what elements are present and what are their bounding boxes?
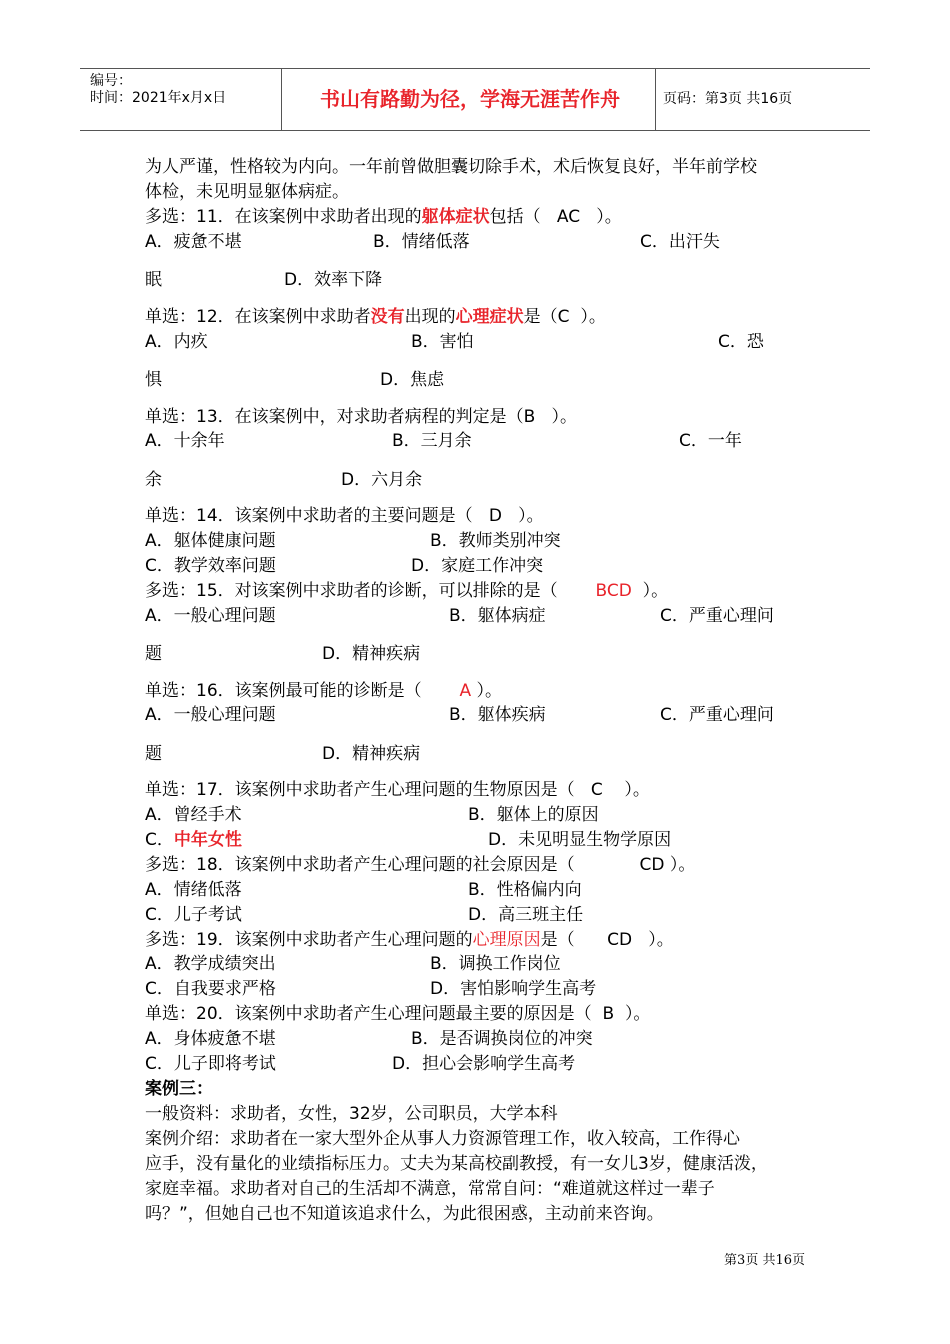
- option: A．内疚: [145, 332, 208, 352]
- case-general: 一般资料：求助者，女性，32岁，公司职员，大学本科: [145, 1104, 558, 1124]
- option: D．六月余: [341, 470, 423, 490]
- answer: D: [488, 506, 502, 526]
- time-label: 时间：2021年x月x日: [90, 90, 227, 106]
- answer: B: [523, 407, 536, 427]
- question-12: 单选：12．在该案例中求助者没有出现的心理症状是（C ）。: [145, 307, 606, 327]
- case-intro-line: 家庭幸福。求助者对自己的生活却不满意，常常自问：“难道就这样过一辈子: [145, 1179, 715, 1199]
- answer: C: [557, 307, 570, 327]
- option: C．教学效率问题: [145, 556, 276, 576]
- option: 惧: [145, 370, 162, 390]
- option: D．高三班主任: [468, 905, 584, 925]
- option: C．严重心理问: [660, 606, 774, 626]
- page-header: [80, 68, 870, 131]
- question-17: 单选：17．该案例中求助者产生心理问题的生物原因是（ C ）。: [145, 780, 650, 800]
- option: D．未见明显生物学原因: [488, 830, 672, 850]
- question-19: 多选：19．该案例中求助者产生心理问题的心理原因是（ CD ）。: [145, 930, 674, 950]
- answer: AC: [556, 207, 581, 227]
- question-11: 多选：11．在该案例中求助者出现的躯体症状包括（ AC ）。: [145, 207, 622, 227]
- option: 题: [145, 644, 162, 664]
- option: C．儿子考试: [145, 905, 242, 925]
- option: 题: [145, 744, 162, 764]
- option: B．情绪低落: [373, 232, 470, 252]
- intro-line: 为人严谨，性格较为内向。一年前曾做胆囊切除手术，术后恢复良好，半年前学校: [145, 157, 757, 177]
- option: D．精神疾病: [322, 744, 421, 764]
- question-14: 单选：14．该案例中求助者的主要问题是（ D ）。: [145, 506, 544, 526]
- header-divider: [655, 69, 656, 130]
- option: B．调换工作岗位: [430, 954, 561, 974]
- option: C．恐: [718, 332, 764, 352]
- option: B．躯体疾病: [449, 705, 546, 725]
- question-13: 单选：13．在该案例中，对求助者病程的判定是（B ）。: [145, 407, 578, 427]
- header-page-info: 页码：第3页 共16页: [663, 91, 793, 107]
- header-divider: [281, 69, 282, 130]
- header-motto: 书山有路勤为径，学海无涯苦作舟: [320, 87, 620, 111]
- option: C．儿子即将考试: [145, 1054, 276, 1074]
- option: C．出汗失: [640, 232, 720, 252]
- option: A．身体疲惫不堪: [145, 1029, 276, 1049]
- option: B．是否调换岗位的冲突: [411, 1029, 593, 1049]
- header-meta: [90, 73, 226, 107]
- page-footer: 第3页 共16页: [724, 1253, 805, 1268]
- question-18: 多选：18．该案例中求助者产生心理问题的社会原因是（ CD ）。: [145, 855, 696, 875]
- case-title: 案例三：: [145, 1079, 213, 1099]
- case-intro-line: 应手，没有量化的业绩指标压力。丈夫为某高校副教授，有一女儿3岁，健康活泼，: [145, 1154, 768, 1174]
- option: 余: [145, 470, 162, 490]
- answer: A: [459, 681, 472, 701]
- answer: BCD: [595, 581, 632, 601]
- option: A．曾经手术: [145, 805, 242, 825]
- option: D．担心会影响学生高考: [392, 1054, 576, 1074]
- option: A．一般心理问题: [145, 606, 276, 626]
- option: B．害怕: [411, 332, 474, 352]
- option: A．十余年: [145, 431, 225, 451]
- answer: CD: [639, 855, 665, 875]
- option: C．一年: [679, 431, 742, 451]
- option: A．教学成绩突出: [145, 954, 276, 974]
- option: B．三月余: [392, 431, 472, 451]
- answer: B: [602, 1004, 615, 1024]
- option: C．严重心理问: [660, 705, 774, 725]
- question-15: 多选：15．对该案例中求助者的诊断，可以排除的是（ BCD ）。: [145, 581, 669, 601]
- option: B．躯体病症: [449, 606, 546, 626]
- option: 眠: [145, 270, 162, 290]
- option: B．躯体上的原因: [468, 805, 599, 825]
- option: B．教师类别冲突: [430, 531, 561, 551]
- intro-line: 体检，未见明显躯体病症。: [145, 182, 349, 202]
- option: D．害怕影响学生高考: [430, 979, 597, 999]
- case-intro-line: 吗？”，但她自己也不知道该追求什么，为此很困惑，主动前来咨询。: [145, 1204, 664, 1224]
- option: D．家庭工作冲突: [411, 556, 544, 576]
- option: D．焦虑: [380, 370, 445, 390]
- number-label: 编号：: [90, 73, 132, 89]
- option: D．效率下降: [284, 270, 383, 290]
- option: B．性格偏内向: [468, 880, 582, 900]
- option: A．情绪低落: [145, 880, 242, 900]
- option: C．中年女性: [145, 830, 242, 850]
- answer: C: [590, 780, 603, 800]
- case-intro-line: 案例介绍：求助者在一家大型外企从事人力资源管理工作，收入较高，工作得心: [145, 1129, 740, 1149]
- option: A．一般心理问题: [145, 705, 276, 725]
- option: A．躯体健康问题: [145, 531, 276, 551]
- answer: CD: [607, 930, 633, 950]
- question-16: 单选：16．该案例最可能的诊断是（ A ）。: [145, 681, 503, 701]
- question-20: 单选：20．该案例中求助者产生心理问题最主要的原因是（ B ）。: [145, 1004, 651, 1024]
- option: C．自我要求严格: [145, 979, 276, 999]
- option: A．疲惫不堪: [145, 232, 242, 252]
- option: D．精神疾病: [322, 644, 421, 664]
